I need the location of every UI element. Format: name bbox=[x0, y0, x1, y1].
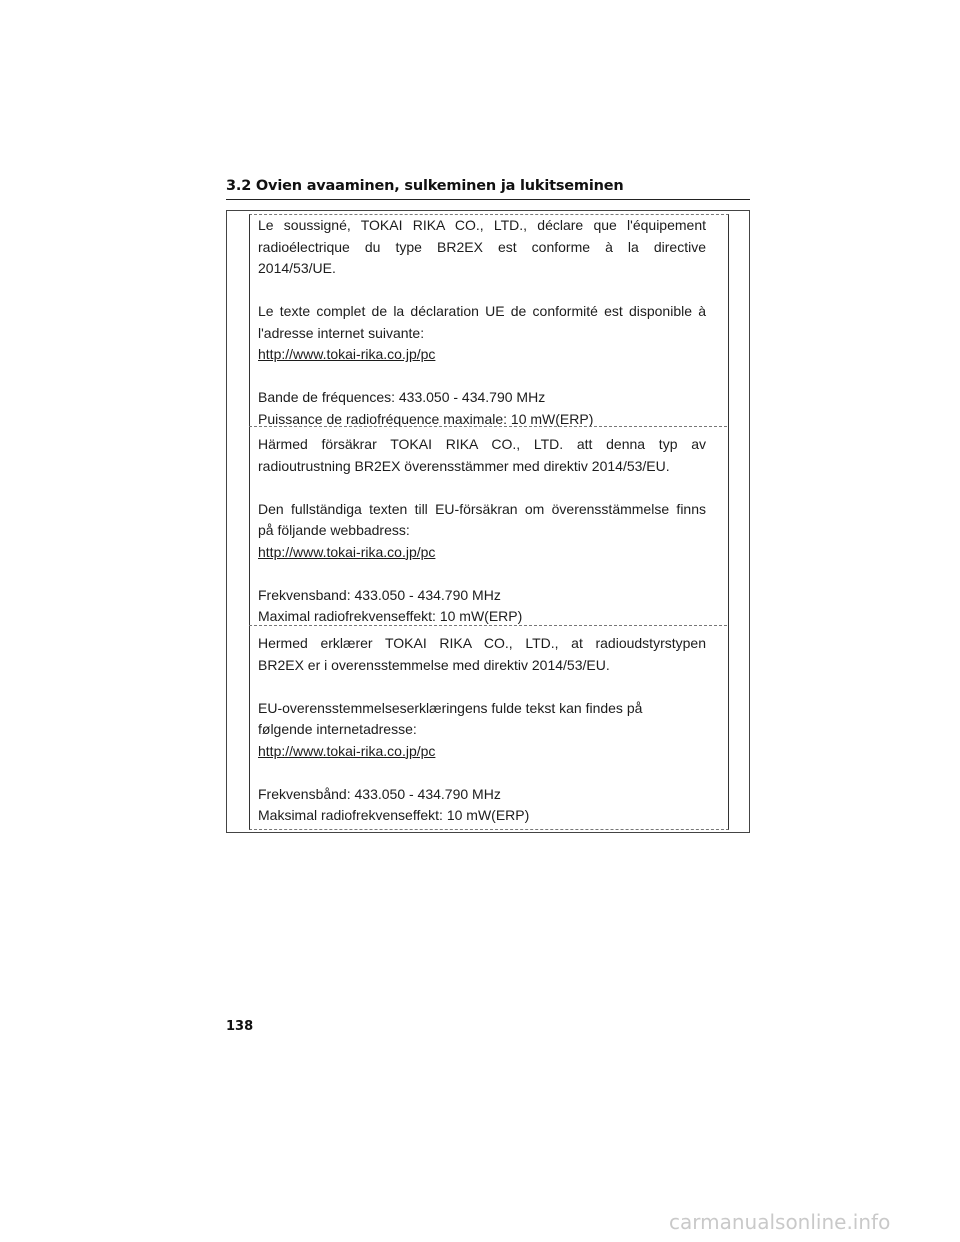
section-divider bbox=[249, 625, 727, 626]
declaration-line: EU-overensstemmelseserklæringens fulde tekst kan findes på bbox=[258, 699, 643, 716]
section-divider bbox=[249, 426, 727, 427]
radio-power-line: Maksimal radiofrekvenseffekt: 10 mW(ERP) bbox=[258, 807, 530, 823]
declaration-url-link[interactable]: http://www.tokai-rika.co.jp/pc bbox=[258, 742, 436, 759]
section-heading: 3.2 Ovien avaaminen, sulkeminen ja lukitseminen bbox=[226, 178, 624, 194]
declaration-line: Le soussigné, TOKAI RIKA CO., LTD., déclare que l'équipement bbox=[258, 217, 706, 233]
heading-rule bbox=[226, 199, 750, 200]
frequency-band-line: Frekvensbånd: 433.050 - 434.790 MHz bbox=[258, 785, 501, 802]
radio-power-line: Puissance de radiofréquence maximale: 10 mW(ERP) bbox=[258, 410, 594, 427]
declaration-line: Härmed försäkrar TOKAI RIKA CO., LTD. att denna typ av bbox=[258, 436, 706, 452]
declaration-line: Den fullständiga texten till EU-försäkran om överensstämmelse finns bbox=[258, 500, 706, 517]
declaration-url-link[interactable]: http://www.tokai-rika.co.jp/pc bbox=[258, 543, 436, 560]
declaration-line: l'adresse internet suivante: bbox=[258, 324, 425, 341]
declaration-line: BR2EX er i overensstemmelse med direktiv 2014/53/EU. bbox=[258, 656, 610, 673]
frequency-band-line: Bande de fréquences: 433.050 - 434.790 MHz bbox=[258, 389, 546, 405]
declaration-french bbox=[258, 215, 706, 430]
declaration-line: 2014/53/UE. bbox=[258, 260, 336, 276]
page-number: 138 bbox=[226, 1019, 254, 1034]
radio-power-line: Maximal radiofrekvenseffekt: 10 mW(ERP) bbox=[258, 608, 523, 624]
declaration-line: Hermed erklærer TOKAI RIKA CO., LTD., at radioudstyrstypen bbox=[258, 635, 706, 651]
declaration-line: på följande webbadress: bbox=[258, 522, 410, 538]
declaration-line: radioutrustning BR2EX överensstämmer med direktiv 2014/53/EU. bbox=[258, 457, 670, 474]
frequency-band-line: Frekvensband: 433.050 - 434.790 MHz bbox=[258, 586, 501, 603]
declaration-line: Le texte complet de la déclaration UE de conformité est disponible à bbox=[258, 303, 706, 319]
declaration-swedish bbox=[258, 434, 706, 628]
declaration-line: følgende internetadresse: bbox=[258, 721, 417, 737]
declaration-url-link[interactable]: http://www.tokai-rika.co.jp/pc bbox=[258, 346, 436, 362]
declaration-line: radioélectrique du type BR2EX est conforme à la directive bbox=[258, 238, 706, 255]
site-watermark: carmanualsonline.info bbox=[669, 1210, 891, 1234]
declaration-danish bbox=[258, 633, 706, 827]
